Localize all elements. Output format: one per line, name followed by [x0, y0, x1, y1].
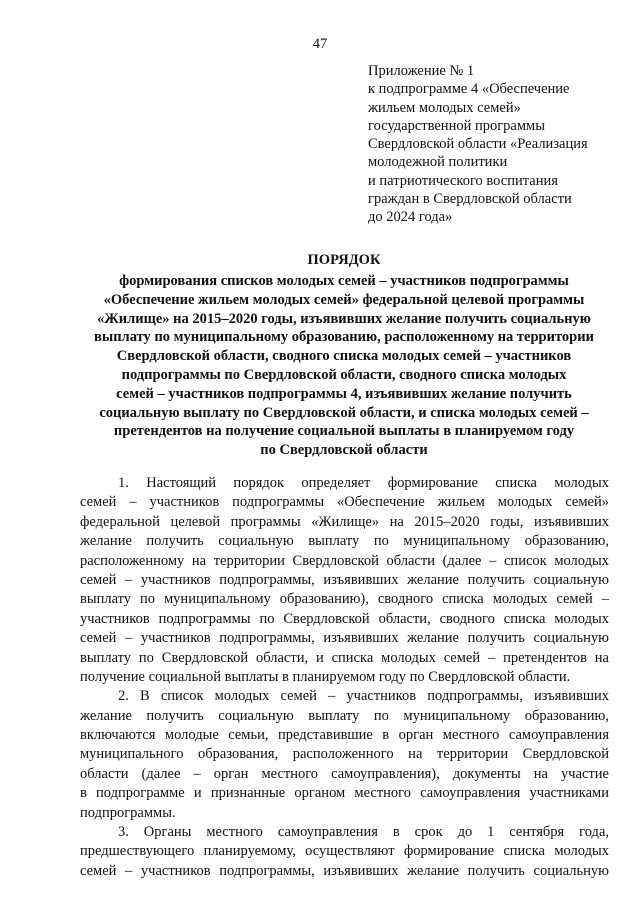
subtitle-line: «Жилище» на 2015–2020 годы, изъявивших желание получить социальную [97, 310, 591, 327]
paragraph-1 [80, 474, 609, 687]
subtitle-line: выплату по муниципальному образованию, расположенному на территории [94, 329, 594, 346]
paragraph-line: желание получить социальную выплату по муниципальному образованию, [80, 707, 609, 724]
appendix-line: к подпрограмме 4 «Обеспечение [368, 81, 570, 98]
paragraph-line: области (далее – орган местного самоуправления), документы на участие [80, 765, 609, 782]
paragraph-line: подпрограммы. [80, 804, 176, 821]
subtitle-line: претендентов на получение социальной выплаты в планируемом году [113, 423, 575, 440]
subtitle-line: «Обеспечение жильем молодых семей» федеральной целевой программы [103, 291, 585, 308]
document-subtitle [80, 272, 608, 460]
subtitle-line: по Свердловской области [260, 442, 428, 459]
paragraph-line: федеральной целевой программы «Жилище» на 2015–2020 годы, изъявивших [80, 513, 609, 530]
paragraph-line: 2. В список молодых семей – участников подпрограммы, изъявивших [118, 688, 609, 705]
paragraph-line: семей – участников подпрограммы, изъявивших желание получить социальную [80, 630, 609, 647]
paragraph-line: желание получить социальную выплату по муниципальному образованию, [80, 533, 609, 550]
appendix-line: Приложение № 1 [368, 63, 475, 79]
appendix-line: и патриотического воспитания [368, 172, 558, 189]
paragraph-line: семей – участников подпрограммы, изъявивших желание получить социальную [80, 571, 609, 588]
paragraph-line: получение социальной выплаты в планируемом году по Свердловской области. [80, 668, 571, 685]
paragraph-line: в подпрограмме и признанные органом местного самоуправления участниками [80, 785, 609, 802]
paragraph-line: муниципального образования, расположенного на территории Свердловской [80, 746, 609, 763]
paragraph-line: расположенному на территории Свердловской области (далее – список молодых [80, 552, 609, 569]
appendix-line: молодежной политики [368, 154, 508, 171]
paragraph-line: включаются молодые семьи, представившие в орган местного самоуправления [80, 727, 609, 744]
paragraph-line: предшествующего планируемому, осуществляют формирование списка молодых [80, 843, 609, 860]
paragraph-line: семей – участников подпрограммы, изъявивших желание получить социальную [80, 862, 609, 879]
paragraph-line: 1. Настоящий порядок определяет формирование списка молодых [118, 475, 609, 491]
subtitle-line: подпрограммы по Свердловской области, сводного списка молодых [121, 366, 567, 383]
appendix-header [368, 62, 628, 227]
document-body [80, 474, 609, 881]
paragraph-line: 3. Органы местного самоуправления в срок до 1 сентября года, [118, 824, 609, 841]
subtitle-line: семей – участников подпрограммы 4, изъявивших желание получить [116, 385, 572, 402]
paragraph-2 [80, 687, 609, 823]
paragraph-line: выплату по Свердловской области, и списка молодых семей – претендентов на [80, 649, 609, 666]
appendix-line: Свердловской области «Реализация [368, 136, 588, 153]
appendix-line: государственной программы [368, 117, 545, 134]
subtitle-line: Свердловской области, сводного списка молодых семей – участников [116, 348, 572, 365]
document-title: ПОРЯДОК [307, 252, 381, 268]
page-number: 47 [312, 36, 328, 52]
appendix-line: до 2024 года» [368, 209, 453, 226]
paragraph-line: участников подпрограммы по Свердловской области, сводного списка молодых [80, 610, 609, 627]
subtitle-line: социальную выплату по Свердловской области, и списка молодых семей – [99, 404, 589, 421]
paragraph-3 [80, 823, 609, 881]
paragraph-line: выплату по муниципальному образованию), сводного списка молодых семей – [80, 591, 609, 608]
appendix-line: жильем молодых семей» [368, 99, 521, 116]
subtitle-line: формирования списков молодых семей – участников подпрограммы [119, 273, 569, 289]
paragraph-line: семей – участников подпрограммы «Обеспечение жильем молодых семей» [80, 494, 609, 511]
appendix-line: граждан в Свердловской области [368, 191, 572, 208]
